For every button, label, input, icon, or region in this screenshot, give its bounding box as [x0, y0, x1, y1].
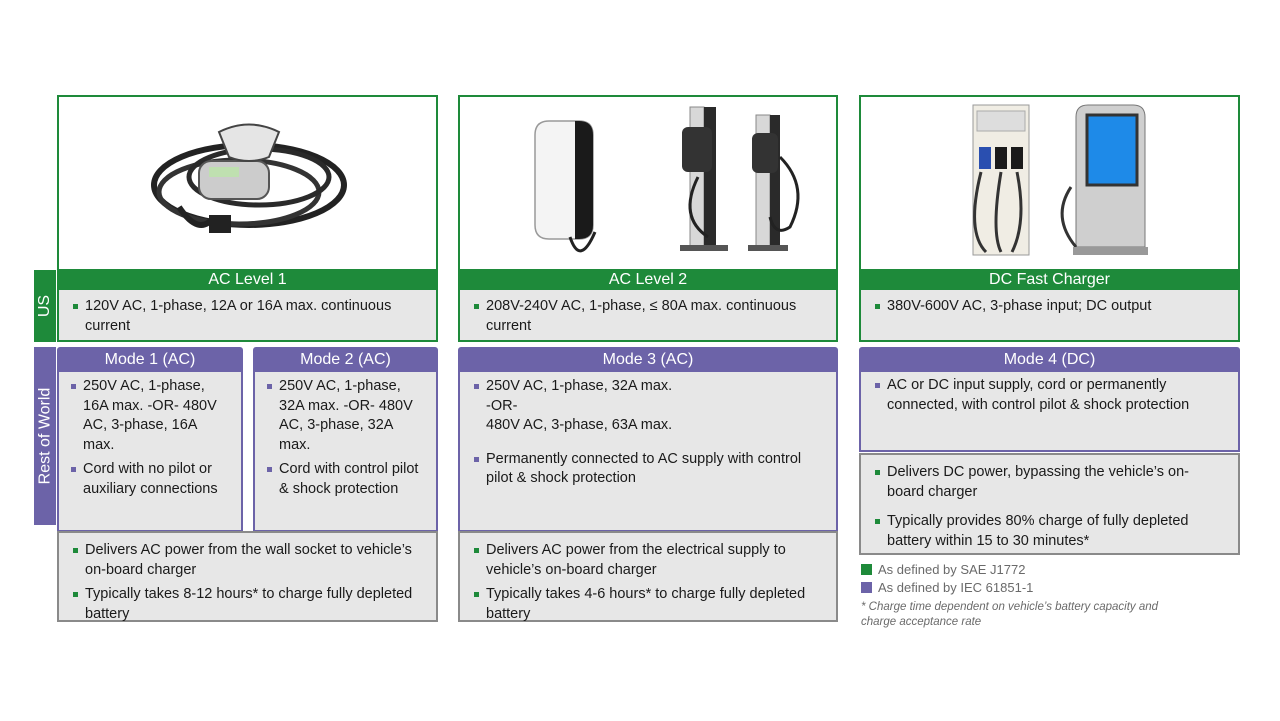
ac-level-1-us-box [57, 290, 438, 342]
list-item: Delivers AC power from the wall socket to vehicle’s on-board charger [73, 541, 422, 580]
ac-level-1-header: AC Level 1 [57, 270, 438, 290]
dc-fast-charger-image [859, 95, 1240, 271]
purple-square-icon [861, 582, 872, 593]
list-item: 120V AC, 1-phase, 12A or 16A max. continuous current [73, 297, 422, 336]
list-item: Typically takes 4-6 hours* to charge fully depleted battery [474, 585, 822, 624]
portable-evse-cable-image [59, 97, 436, 269]
ac-level-1-image [57, 95, 438, 271]
wall-box-and-pedestal-chargers-image [460, 97, 836, 269]
mode-2-header: Mode 2 (AC) [253, 347, 438, 372]
us-row-label: US [34, 270, 56, 342]
list-item: AC or DC input supply, cord or permanently connected, with control pilot & shock protection [875, 376, 1224, 415]
mode-4-header: Mode 4 (DC) [859, 347, 1240, 372]
list-item: Typically provides 80% charge of fully depleted battery within 15 to 30 minutes* [875, 512, 1224, 551]
list-item: 250V AC, 1-phase, 16A max. -OR- 480V AC, 3-phase, 16A max. [71, 377, 231, 455]
ac-level-2-header: AC Level 2 [458, 270, 838, 290]
list-item: Cord with no pilot or auxiliary connections [71, 460, 231, 499]
list-item: Delivers DC power, bypassing the vehicle’s on-board charger [875, 463, 1224, 502]
mode-1-header: Mode 1 (AC) [57, 347, 243, 372]
rest-of-world-row-label: Rest of World [34, 347, 56, 525]
legend-item-sae: As defined by SAE J1772 [861, 562, 1241, 577]
list-item: Typically takes 8-12 hours* to charge fully depleted battery [73, 585, 422, 624]
list-item: Cord with control pilot & shock protection [267, 460, 426, 499]
ac-level-2-image [458, 95, 838, 271]
dc-fast-charger-us-box [859, 290, 1240, 342]
ac-level-2-summary-box [458, 531, 838, 622]
green-square-icon [861, 564, 872, 575]
dc-fast-charger-summary-box [859, 453, 1240, 555]
legend [861, 562, 1241, 595]
dc-fast-charger-header: DC Fast Charger [859, 270, 1240, 290]
footnote: * Charge time dependent on vehicle’s battery capacity and charge acceptance rate [861, 601, 1159, 628]
ac-level-2-us-box [458, 290, 838, 342]
list-item: Delivers AC power from the electrical supply to vehicle’s on-board charger [474, 541, 822, 580]
mode-3-box [458, 347, 838, 525]
list-item: 250V AC, 1-phase, 32A max. -OR- 480V AC, 3-phase, 32A max. [267, 377, 426, 455]
mode-1-box [57, 347, 243, 525]
ac-level-1-summary-box [57, 531, 438, 622]
legend-item-iec: As defined by IEC 61851-1 [861, 580, 1241, 595]
list-item: Permanently connected to AC supply with control pilot & shock protection [474, 450, 822, 489]
list-item: 208V-240V AC, 1-phase, ≤ 80A max. continuous current [474, 297, 822, 336]
list-item: 380V-600V AC, 3-phase input; DC output [875, 297, 1224, 317]
mode-2-box [253, 347, 438, 525]
mode-4-box [859, 347, 1240, 446]
list-item: 250V AC, 1-phase, 32A max. -OR- 480V AC, 3-phase, 63A max. [474, 377, 822, 436]
mode-3-header: Mode 3 (AC) [458, 347, 838, 372]
dc-fast-charger-stations-image [861, 97, 1238, 269]
